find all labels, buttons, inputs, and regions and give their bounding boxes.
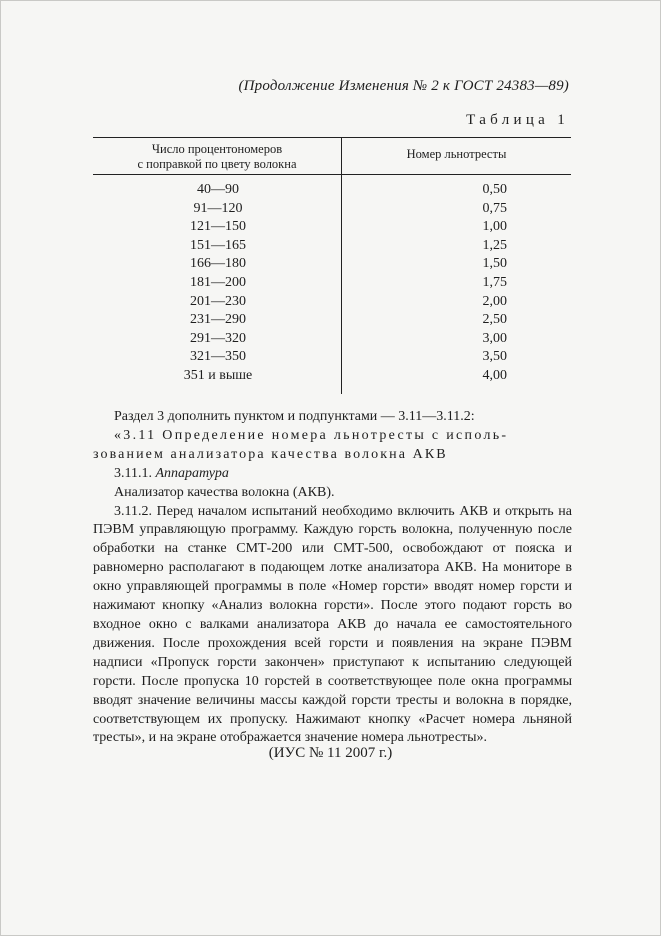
table-cell-number: 2,50 <box>482 312 507 328</box>
col2-values <box>342 181 571 386</box>
table-label: Таблица 1 <box>466 112 569 128</box>
table-top-rule <box>93 137 571 138</box>
section-3-11-2-paragraph: 3.11.2. Перед началом испытаний необходимо включить АКВ и открыть на ПЭВМ управляющую программу. Каждую горсть волокна, полученную после обработки на станке СМТ-200 или СМТ-500, освобождают от пояска и равномерно располагают в подающем лотке анализатора АКВ. На мониторе в окно управляющей программы в поле «Номер горсти» вводят номер горсти и нажимают кнопку «Анализ волокна горсти». После этого подают горсть во входное окно с валками анализатора АКВ до начала ее самостоятельного движения. После прохождения всей горсти и появления на экране ПЭВМ надписи «Пропуск горсти закончен» приступают к испытанию следующей горсти. После пропуска 10 горстей в соответствующее поле окна программы вводят значение величины массы каждой горсти тресты и волокна в порядке, соответствующем их пропуску. Нажимают кнопку «Расчет номера льняной тресты», и на экране отображается значение номера льнотресты». <box>93 503 572 746</box>
section-3-11-1-number: 3.11.1. <box>114 465 156 481</box>
table-cell-range: 321—350 <box>190 349 246 365</box>
conversion-table <box>93 137 571 394</box>
table-cell-number: 1,00 <box>482 219 507 235</box>
table-cell-range: 201—230 <box>190 293 246 309</box>
col1-values <box>93 181 343 386</box>
document-body <box>93 408 572 748</box>
table-cell-number: 4,00 <box>482 367 507 383</box>
table-cell-range: 181—200 <box>190 274 246 290</box>
table-cell-number: 0,75 <box>482 200 507 216</box>
section-3-11-1-heading <box>93 465 572 484</box>
table-cell-range: 151—165 <box>190 237 246 253</box>
section-3-11-heading-line2: зованием анализатора качества волокна АКВ <box>93 446 448 462</box>
table-cell-number: 0,50 <box>482 182 507 197</box>
table-cell-range: 166—180 <box>190 256 246 272</box>
page-header: (Продолжение Изменения № 2 к ГОСТ 24383—89) <box>238 78 569 94</box>
section-3-11-heading-line1: «3.11 Определение номера льнотресты с исполь- <box>114 427 509 443</box>
col1-header-line1: Число процентономеров <box>151 142 283 156</box>
col2-header: Номер льнотресты <box>406 147 507 161</box>
apparatus-paragraph: Анализатор качества волокна (АКВ). <box>114 484 335 500</box>
table-cell-number: 1,50 <box>482 256 507 272</box>
table-cell-number: 3,50 <box>482 349 507 365</box>
table-cell-number: 2,00 <box>482 293 507 309</box>
table-cell-range: 231—290 <box>190 312 246 328</box>
col1-header <box>93 142 341 172</box>
table-cell-range: 40—90 <box>197 182 239 197</box>
table-cell-range: 351 и выше <box>183 367 253 383</box>
table-cell-range: 91—120 <box>193 200 243 216</box>
table-header-rule <box>93 174 571 175</box>
table-cell-range: 291—320 <box>190 330 246 346</box>
intro-paragraph: Раздел 3 дополнить пунктом и подпунктами — 3.11—3.11.2: <box>114 409 475 424</box>
table-cell-range: 121—150 <box>190 219 246 235</box>
section-3-11-1-title: Аппаратура <box>155 465 229 481</box>
col1-header-line2: с поправкой по цвету волокна <box>137 157 297 171</box>
table-cell-number: 3,00 <box>482 330 507 346</box>
table-cell-number: 1,75 <box>482 274 507 290</box>
page-footer: (ИУС № 11 2007 г.) <box>268 745 393 761</box>
table-cell-number: 1,25 <box>482 237 507 253</box>
